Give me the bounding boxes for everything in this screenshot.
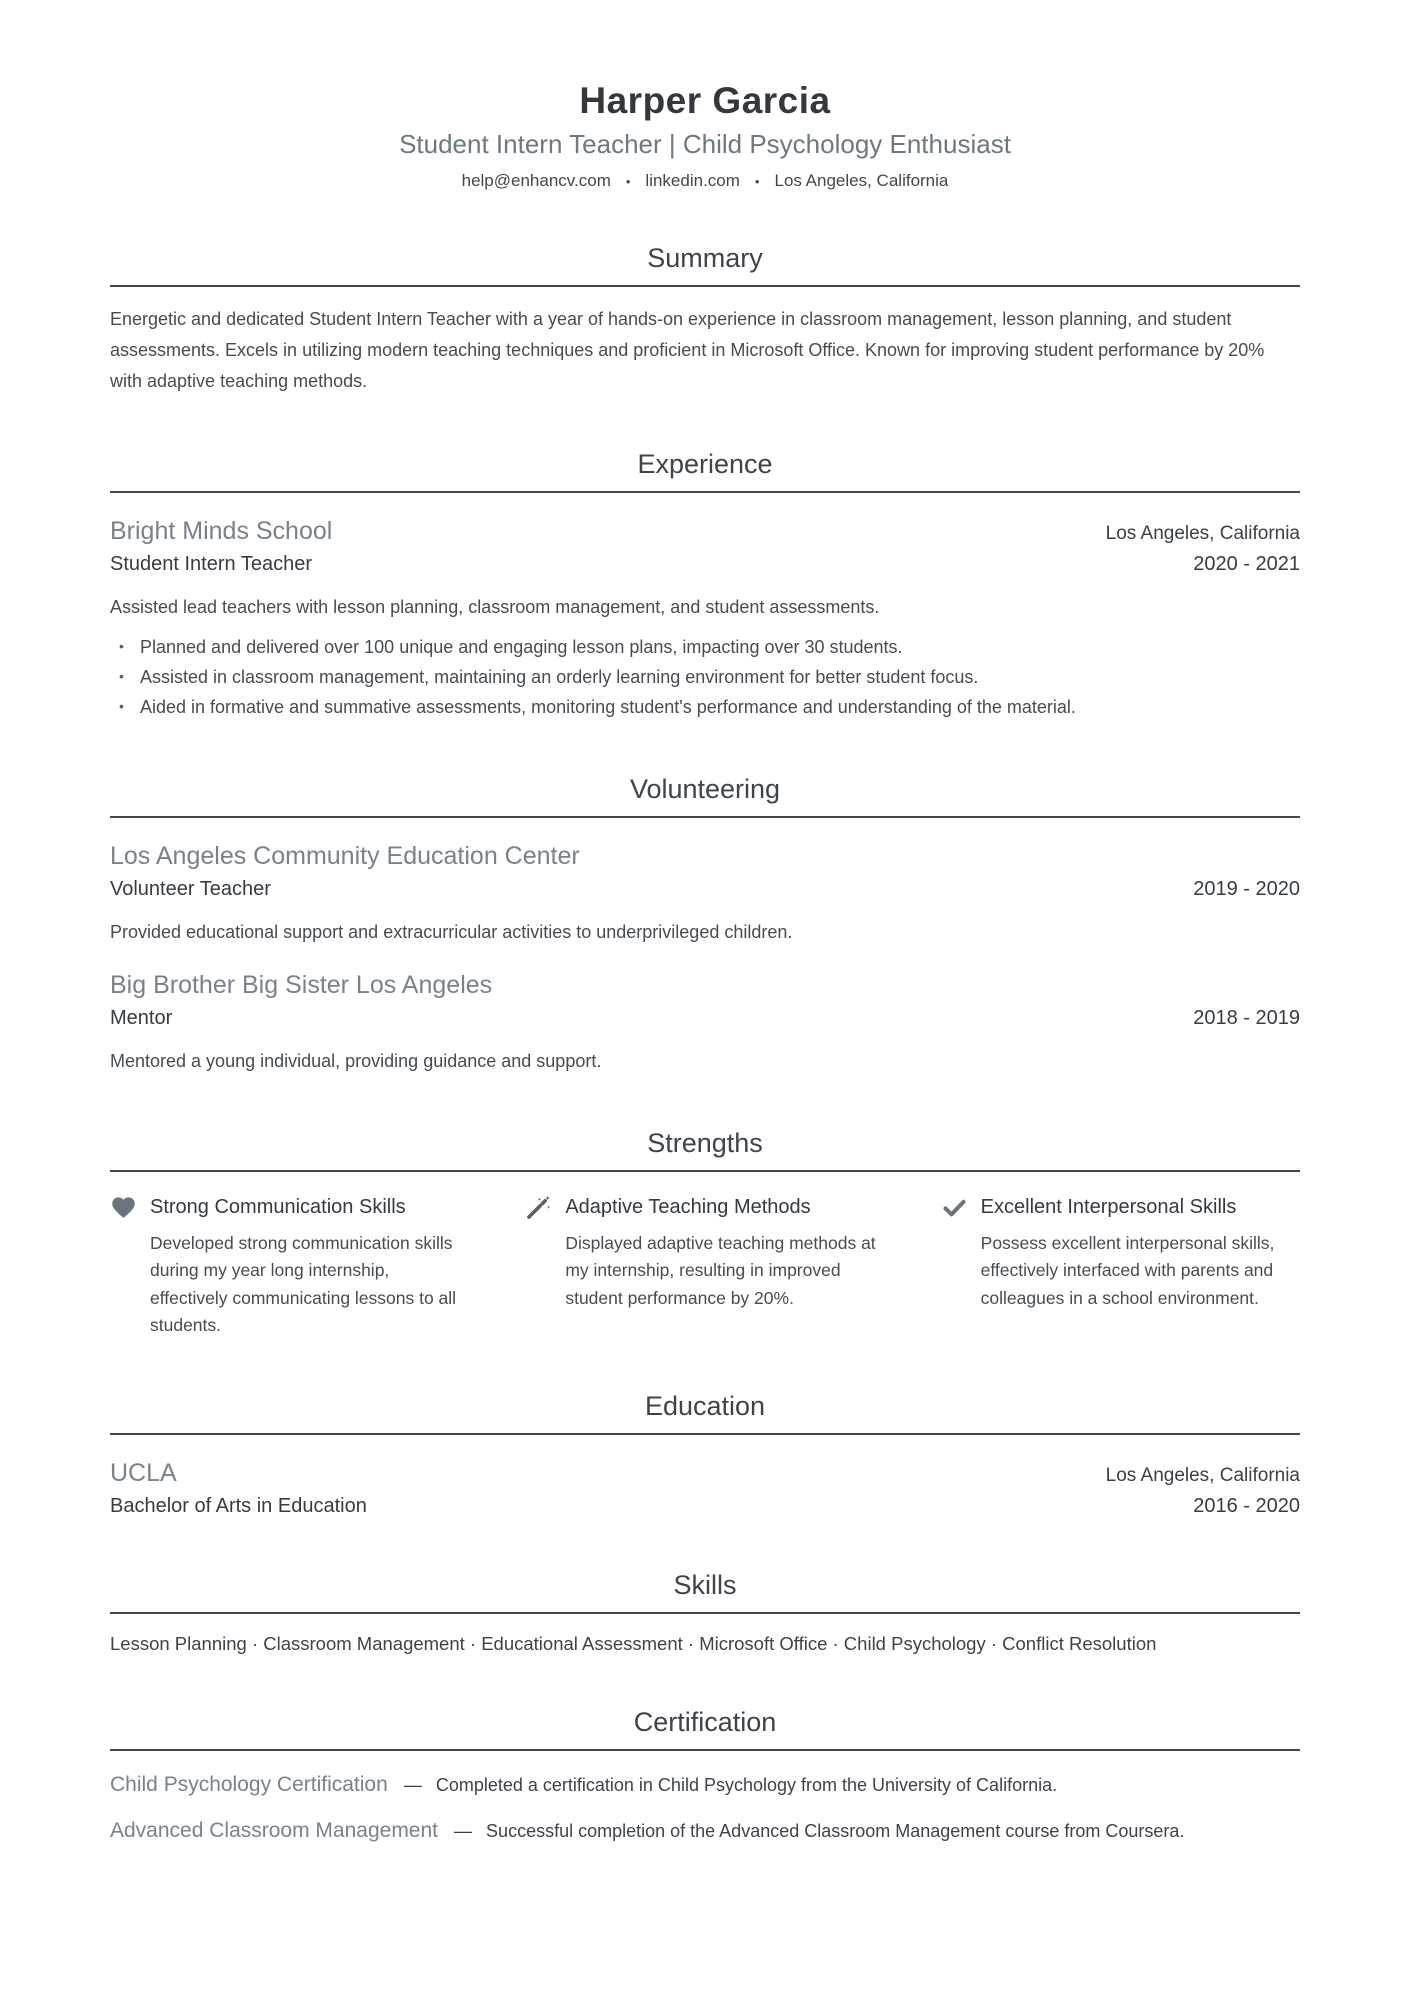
company-name: Bright Minds School — [110, 516, 333, 545]
certification-dash: — — [403, 1775, 422, 1796]
job-highlights — [110, 632, 1300, 723]
section-divider — [110, 1433, 1300, 1435]
section-certification — [110, 1707, 1300, 1843]
contact-separator-dot: • — [625, 173, 631, 189]
education-section-title: Education — [644, 1391, 766, 1422]
organization-name: Los Angeles Community Education Center — [110, 842, 580, 871]
summary-section-title: Summary — [647, 243, 763, 273]
certification-item — [110, 1819, 1300, 1843]
section-divider — [110, 285, 1300, 287]
certification-name: Advanced Classroom Management — [110, 1819, 439, 1843]
section-divider — [110, 816, 1300, 818]
volunteering-item — [110, 842, 1300, 947]
summary-text: Energetic and dedicated Student Intern Teacher with a year of hands-on experience in classroom management, lesson planning, and student assessments. Excels in utilizing modern teaching techniques and proficient in Microsoft Office. Known for improving student performance by 20% with adaptive teaching methods. — [110, 309, 1265, 391]
job-description: Assisted lead teachers with lesson planning, classroom management, and student assessments. — [110, 596, 880, 617]
section-divider — [110, 1612, 1300, 1614]
section-education — [110, 1391, 1300, 1518]
section-strengths — [110, 1128, 1300, 1339]
job-dates: 2020 - 2021 — [1193, 552, 1300, 575]
volunteer-description: Mentored a young individual, providing guidance and support. — [110, 1051, 602, 1072]
section-divider — [110, 491, 1300, 493]
certification-dash: — — [454, 1821, 473, 1842]
section-skills — [110, 1570, 1300, 1655]
strength-item — [110, 1194, 469, 1339]
certification-section-title: Certification — [633, 1707, 777, 1738]
company-location: Los Angeles, California — [1105, 522, 1300, 544]
job-title: Student Intern Teacher — [110, 552, 312, 575]
section-volunteering — [110, 774, 1300, 1076]
skills-section-title: Skills — [673, 1570, 737, 1601]
volunteering-item — [110, 971, 1300, 1076]
skills-list: Lesson Planning · Classroom Management · Educational Assessment · Microsoft Office · Child Psychology · Conflict Resolution — [110, 1633, 1157, 1655]
contact-location: Los Angeles, California — [774, 171, 949, 190]
job-highlight: • Planned and delivered over 100 unique and engaging lesson plans, impacting over 30 students. — [110, 632, 1300, 662]
strength-item — [525, 1194, 884, 1339]
heart-icon — [110, 1194, 137, 1221]
section-divider — [110, 1170, 1300, 1172]
experience-item — [110, 517, 1300, 723]
section-experience — [110, 449, 1300, 723]
volunteer-role: Volunteer Teacher — [110, 878, 271, 901]
section-summary — [110, 243, 1300, 397]
strength-title: Excellent Interpersonal Skills — [980, 1195, 1237, 1218]
volunteering-section-title: Volunteering — [629, 774, 781, 805]
contact-row — [110, 171, 1300, 191]
contact-separator-dot: • — [754, 173, 760, 189]
experience-section-title: Experience — [637, 448, 773, 479]
certification-name: Child Psychology Certification — [110, 1773, 388, 1797]
education-item — [110, 1459, 1300, 1518]
resume-header — [110, 80, 1300, 191]
strength-description: Displayed adaptive teaching methods at my internship, resulting in improved student performance by 20%. — [565, 1232, 876, 1308]
section-divider — [110, 1749, 1300, 1751]
job-highlight: • Aided in formative and summative assessments, monitoring student's performance and understanding of the material. — [110, 692, 1300, 722]
volunteer-dates: 2019 - 2020 — [1193, 878, 1300, 901]
strength-description: Developed strong communication skills during my year long internship, effectively communicating lessons to all students. — [150, 1232, 457, 1335]
job-highlight: • Assisted in classroom management, maintaining an orderly learning environment for better student focus. — [110, 662, 1300, 692]
education-dates: 2016 - 2020 — [1193, 1495, 1300, 1518]
certification-description: Completed a certification in Child Psychology from the University of California. — [435, 1775, 1058, 1796]
school-name: UCLA — [110, 1459, 177, 1488]
school-location: Los Angeles, California — [1105, 1465, 1300, 1487]
strengths-section-title: Strengths — [647, 1127, 763, 1158]
volunteer-role: Mentor — [110, 1007, 173, 1030]
contact-email[interactable]: help@enhancv.com — [461, 171, 611, 190]
volunteer-dates: 2018 - 2019 — [1193, 1007, 1300, 1030]
strength-item — [941, 1194, 1300, 1339]
strength-description: Possess excellent interpersonal skills, effectively interfaced with parents and colleagues in a school environment. — [980, 1232, 1275, 1308]
strength-title: Adaptive Teaching Methods — [565, 1195, 811, 1218]
candidate-title: Student Intern Teacher | Child Psychology Enthusiast — [399, 129, 1011, 159]
certification-item — [110, 1773, 1300, 1797]
candidate-name: Harper Garcia — [579, 80, 831, 121]
organization-name: Big Brother Big Sister Los Angeles — [110, 971, 493, 1000]
volunteer-description: Provided educational support and extracurricular activities to underprivileged children. — [110, 922, 793, 943]
degree-name: Bachelor of Arts in Education — [110, 1495, 367, 1518]
strength-title: Strong Communication Skills — [150, 1195, 406, 1218]
certification-description: Successful completion of the Advanced Classroom Management course from Coursera. — [486, 1821, 1185, 1842]
check-icon — [941, 1194, 968, 1221]
contact-linkedin[interactable]: linkedin.com — [645, 171, 740, 190]
magic-wand-icon — [525, 1194, 552, 1221]
